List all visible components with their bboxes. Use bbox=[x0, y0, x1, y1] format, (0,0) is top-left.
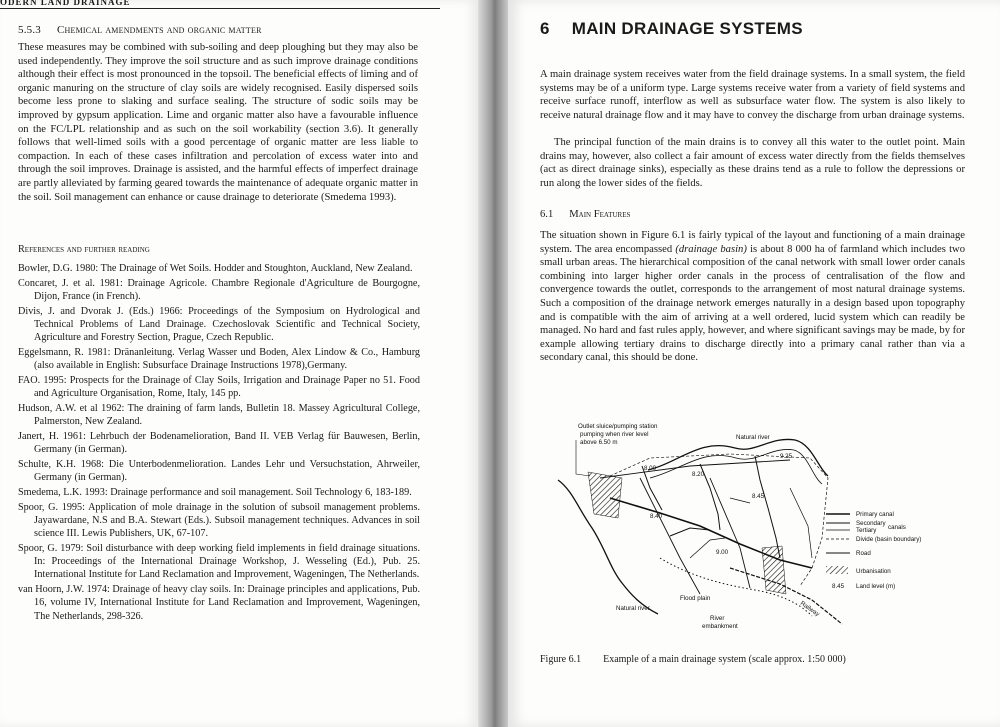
legend-canals-label: canals bbox=[888, 524, 906, 531]
legend-secondary-label: Secondary bbox=[856, 520, 886, 527]
legend-primary-label: Primary canal bbox=[856, 511, 894, 518]
drainage-map-figure bbox=[550, 418, 960, 648]
level-label: 8.40 bbox=[650, 513, 663, 520]
legend-urban-swatch bbox=[826, 566, 848, 574]
level-label: 8.20 bbox=[692, 471, 705, 478]
label-outlet-line3: above 6.50 m bbox=[580, 439, 618, 446]
book-gutter bbox=[478, 0, 508, 727]
section-heading-6-1 bbox=[540, 209, 630, 220]
secondary-canal bbox=[670, 528, 710, 536]
reference-item: FAO. 1995: Prospects for the Drainage of Clay Soils, Irrigation and Drainage Paper no 51. Food and Agriculture Organisation, Rome, Italy, 145 pp. bbox=[18, 375, 420, 400]
running-head: ODERN LAND DRAINAGE bbox=[0, 0, 440, 9]
label-flood-plain: Flood plain bbox=[680, 595, 711, 602]
level-label: 8.00 bbox=[644, 465, 657, 472]
chapter-heading bbox=[540, 19, 803, 39]
level-label: 9.00 bbox=[716, 549, 729, 556]
label-outlet-line2: pumping when river level bbox=[580, 431, 649, 438]
label-outlet-line1: Outlet sluice/pumping station bbox=[578, 423, 658, 430]
section-title: Main Features bbox=[569, 209, 631, 220]
reference-item: Janert, H. 1961: Lehrbuch der Bodenamelioration, Band II. VEB Verlag für Bauwesen, Berlin, Germany (in German). bbox=[18, 431, 420, 456]
river-embankment bbox=[660, 558, 812, 616]
chapter-title: MAIN DRAINAGE SYSTEMS bbox=[571, 19, 803, 38]
reference-item: Spoor, G. 1995: Application of mole drainage in the solution of subsoil management problems. Jayawardane, N.S and B.A. Stewart (Eds.). Subsoil management techniques. Advances in soil science III. Lewis Publishers, UK, 67-107. bbox=[18, 501, 420, 540]
section-title: Chemical amendments and organic matter bbox=[57, 24, 262, 36]
section-heading-5-5-3 bbox=[18, 24, 262, 36]
reference-item: Concaret, J. et al. 1981: Drainage Agricole. Chambre Regionale d'Agriculture de Bourgogne, Dijon, France (in French). bbox=[18, 277, 420, 302]
section-number: 6.1 bbox=[540, 209, 554, 220]
urban-area bbox=[762, 546, 786, 594]
intro-paragraph-2: The principal function of the main drains is to convey all this water to the outlet point. Main drains may, however, also collect a fair amount of excess water directly from the fields themselves (act as direct drainage sinks), especially as these drains tend as a rule to follow the depressions or run along the lower sides of the fields. bbox=[540, 137, 965, 189]
legend-divide-label: Divide (basin boundary) bbox=[856, 536, 922, 543]
reference-item: Spoor, G. 1979: Soil disturbance with deep working field implements in field drainage situations. In: Proceedings of the International Drainage Workshop, J. Wesseling (Ed.), Pub. 25. International Institute for Land Reclamation and Improvement, Wageningen, The Netherlands. bbox=[18, 543, 420, 581]
reference-item: Smedema, L.K. 1993: Drainage performance and soil management. Soil Technology 6, 183-189. bbox=[18, 487, 412, 498]
tertiary-canal bbox=[730, 498, 750, 503]
reference-item: Hudson, A.W. et al 1962: The draining of farm lands, Bulletin 18. Massey Agricultural College, Palmerston, New Zealand. bbox=[18, 403, 420, 428]
level-label: 8.45 bbox=[752, 493, 765, 500]
label-railway: Railway bbox=[798, 599, 821, 619]
main-features-paragraph bbox=[540, 229, 965, 365]
reference-item: van Hoorn, J.W. 1974: Drainage of heavy clay soils. In: Drainage principles and applications, Pub. 16, volume IV, International Institute for Land Reclamation and Improvement, Wageningen, The Netherlands, 298-326. bbox=[18, 584, 420, 622]
figure-label: Figure 6.1 bbox=[540, 654, 582, 665]
label-river-line1: River bbox=[710, 615, 725, 622]
reference-item: Schulte, K.H. 1968: Die Unterbodenmelioration. Landes Lehr und Versuchstation, Ahrweiler, Germany (in German). bbox=[18, 459, 420, 484]
label-natural-river-bottom: Natural river bbox=[616, 605, 650, 612]
body-paragraph: These measures may be combined with sub-soiling and deep ploughing but they may also be used independently. They improve the soil structure and as such improve drainage conditions although their effect is most pronounced in the topsoil. The beneficial effects of liming and of organic manuring on the structure of clay soils are widely recognised. Easily dispersed soils become less prone to slaking and surface sealing. The structure of sodic soils may be improved by gypsum application. Lime and organic matter also have a favourable influence on the FC/LPL relationship and as such on the soil workability (section 3.6). It generally follows that well-limed soils with a good percentage of organic matter are less liable to compaction. In each of these cases infiltration and percolation of excess water into and through the soil improves. Drainage is assisted, and the harmful effects of imperfect drainage are partly alleviated by farming geared towards the maintenance of adequate organic matter in the soil. Soil management can enhance or cause drainage to deteriorate (Smedema 1993). bbox=[18, 42, 418, 203]
legend-urban-label: Urbanisation bbox=[856, 568, 891, 575]
reference-item: Eggelsmann, R. 1981: Dränanleitung. Verlag Wasser und Boden, Alex Lindow & Co., Hamburg (also available in English: Subsurface Drainage Instructions 1978),Germany. bbox=[18, 347, 420, 372]
urban-area bbox=[588, 472, 622, 518]
legend-tertiary-label: Tertiary bbox=[856, 527, 877, 534]
label-natural-river-top: Natural river bbox=[736, 434, 770, 441]
secondary-canal bbox=[755, 456, 780, 558]
figure-caption-text: Example of a main drainage system (scale approx. 1:50 000) bbox=[603, 654, 846, 665]
section-number: 5.5.3 bbox=[18, 24, 41, 36]
legend-road-label: Road bbox=[856, 550, 871, 557]
label-river-line2: embankment bbox=[702, 623, 738, 630]
body-text-italic: (drainage basin) bbox=[675, 243, 747, 255]
reference-item: Bowler, D.G. 1980: The Drainage of Wet Soils. Hodder and Stoughton, Auckland, New Zealand. bbox=[18, 263, 413, 274]
references-heading: References and further reading bbox=[18, 244, 150, 255]
body-text-part: The situation shown in Figure 6.1 is fairly typical of the layout and functioning of a main drainage system. The area encompassed bbox=[540, 230, 965, 255]
level-label: 9.25 bbox=[780, 453, 793, 460]
chapter-number: 6 bbox=[540, 19, 550, 38]
references-list bbox=[18, 262, 420, 624]
tertiary-canal bbox=[790, 488, 812, 558]
figure-caption bbox=[540, 654, 846, 665]
natural-river-north-bank bbox=[650, 449, 822, 484]
legend-level-label: Land level (m) bbox=[856, 583, 896, 590]
legend-level-value: 8.45 bbox=[832, 583, 845, 590]
intro-paragraph-1: A main drainage system receives water from the field drainage systems. In a small system, the field systems may be of a uniform type. Large systems receive water from a variety of field systems and receive surface runoff, interflow as well as subsurface water flow. The system is also likely to receive natural drainage flow and it may have to convey the discharge from urban drainage systems. bbox=[540, 69, 965, 121]
body-text-part: is about 8 000 ha of farmland which includes two small urban areas. The hierarchical composition of the canal network with small lower order canals combining into larger higher order canals in the process of centralisation of the flow and convergence towards the outlet, corresponds to the arrangement of most natural drainage systems. Such a composition of the drainage network emerges naturally in a design based upon topography and is compatible with the aim of arriving at a well ordered, lucid system which can readily be managed. No hard and fast rules apply, however, and where significant savings may be made, by for example allowing tertiary drains to discharge directly into a primary canal rather than via a secondary canal, this should be done. bbox=[540, 243, 965, 364]
reference-item: Divis, J. and Dvorak J. (Eds.) 1966: Proceedings of the Symposium on Hydrological and Technical Problems of Land Drainage. Czechoslovak Scientific and Technical Society, Agriculture and Forestry Section, Prague, Czech Republic. bbox=[18, 305, 420, 344]
